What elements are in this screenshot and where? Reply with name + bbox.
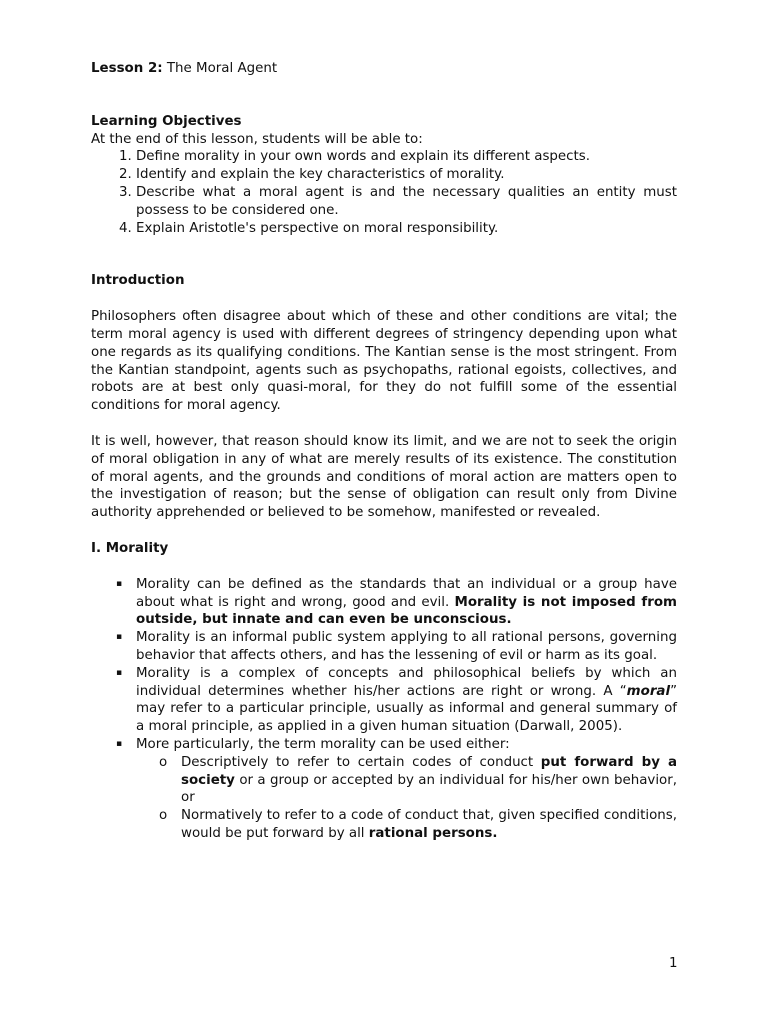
morality-bullet xyxy=(116,736,677,843)
circle-bullet-icon: o xyxy=(159,754,168,770)
objectives-lead: At the end of this lesson, students will be able to: xyxy=(91,131,423,147)
square-bullet-icon: ▪ xyxy=(116,578,123,589)
lesson-label: Lesson 2: xyxy=(91,61,163,76)
circle-bullet-icon: o xyxy=(159,808,168,824)
morality-bullet xyxy=(116,576,677,629)
introduction-paragraph-1: Philosophers often disagree about which of these and other conditions are vital; the term moral agency is used with different degrees of stringency depending upon what one regards as its qualifying conditions. The Kantian sense is the most stringent. From the Kantian standpoint, agents such as psychopaths, rational egoists, collectives, and robots are at best only quasi-moral, for they do not fulfill some of the essential conditions for moral agency. xyxy=(91,309,677,414)
lesson-name: The Moral Agent xyxy=(162,61,278,76)
bullet-text: ” may refer to a particular principle, usually as informal and general summary of a moral principle, as applied in a given human situation (Darwall, 2005). xyxy=(136,683,677,735)
sub-bullet-text: Descriptively to refer to certain codes of conduct xyxy=(181,754,541,770)
objectives-heading-text: Learning Objectives xyxy=(91,113,242,129)
morality-heading xyxy=(91,540,677,558)
introduction-paragraph-2: It is well, however, that reason should know its limit, and we are not to seek the origin of moral obligation in any of what are merely results of its existence. The constitution of moral agents, and the grounds and conditions of moral action are matters open to the investigation of reason; but the sense of obligation can result only from Divine authority apprehended or believed to be somehow, manifested or revealed. xyxy=(91,433,677,521)
sub-bullet-bold-text: rational persons. xyxy=(368,825,498,841)
objective-item: 1. Define morality in your own words and explain its different aspects. xyxy=(136,148,677,166)
objectives-heading xyxy=(91,113,677,131)
bullet-text: More particularly, the term morality can be used either: xyxy=(136,736,510,752)
objective-item: 3. Describe what a moral agent is and the necessary qualities an entity must possess to be considered one. xyxy=(136,184,677,220)
page-number: 1 xyxy=(669,956,678,971)
square-bullet-icon: ▪ xyxy=(116,667,123,678)
objectives-list xyxy=(91,148,677,237)
sub-bullet-text: Normatively to refer to a code of conduct that, given specified conditions, would be put forward by all xyxy=(181,808,677,841)
morality-sub-list xyxy=(136,754,677,843)
lesson-title xyxy=(91,60,677,78)
page-content xyxy=(91,60,677,843)
morality-heading-text: I. Morality xyxy=(91,540,169,556)
sub-bullet-bold-text: put forward by a society xyxy=(181,754,677,788)
square-bullet-icon: ▪ xyxy=(116,738,123,749)
bullet-bold-text: Morality is not imposed from outside, but innate and can even be unconscious. xyxy=(136,594,677,628)
objective-item: 4. Explain Aristotle's perspective on moral responsibility. xyxy=(136,220,677,238)
morality-bullet xyxy=(116,665,677,736)
morality-bullet-list xyxy=(91,576,677,843)
bullet-text: Morality can be defined as the standards that an individual or a group have about what is right and wrong, good and evil. xyxy=(136,576,677,610)
bullet-text: Morality is a complex of concepts and philosophical beliefs by which an individual determines whether his/her actions are right or wrong. A “ xyxy=(136,665,677,699)
square-bullet-icon: ▪ xyxy=(116,632,123,643)
morality-sub-bullet xyxy=(159,754,677,807)
objective-item: 2. Identify and explain the key characteristics of morality. xyxy=(136,166,677,184)
introduction-heading-text: Introduction xyxy=(91,273,185,289)
bullet-emphasis-text: moral xyxy=(626,683,671,699)
introduction-heading xyxy=(91,272,677,290)
morality-bullet xyxy=(116,629,677,665)
morality-sub-bullet xyxy=(159,807,677,843)
sub-bullet-text: or a group or accepted by an individual for his/her own behavior, or xyxy=(181,772,677,806)
bullet-text: Morality is an informal public system applying to all rational persons, governing behavior that affects others, and has the lessening of evil or harm as its goal. xyxy=(136,630,677,663)
